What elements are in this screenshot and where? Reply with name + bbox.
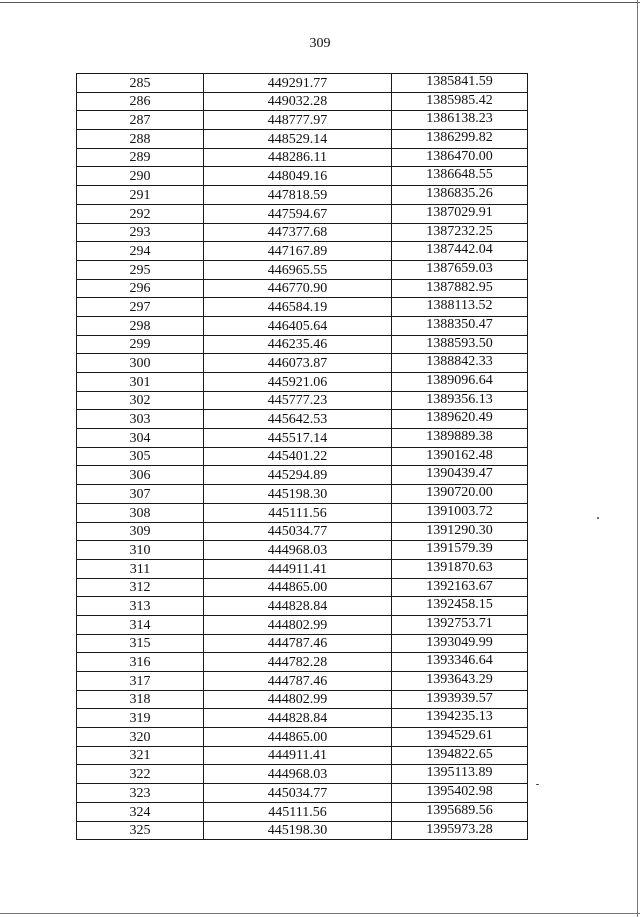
x-coordinate-cell: 444787.46: [204, 672, 392, 691]
point-number-cell: 303: [77, 410, 204, 429]
y-coordinate-cell: 1390720.00: [392, 485, 528, 504]
point-number-cell: 308: [77, 503, 204, 522]
x-coordinate-cell: 444865.00: [204, 728, 392, 747]
point-number-cell: 311: [77, 559, 204, 578]
x-coordinate-cell: 449291.77: [204, 74, 392, 93]
table-row: [77, 821, 528, 840]
table-row: [77, 260, 528, 279]
y-coordinate-cell: 1388842.33: [392, 354, 528, 373]
table-row: [77, 597, 528, 616]
table-row: [77, 765, 528, 784]
point-number-cell: 316: [77, 653, 204, 672]
y-coordinate-cell: 1386835.26: [392, 186, 528, 205]
y-coordinate-cell: 1395689.56: [392, 802, 528, 821]
y-coordinate-cell: 1385841.59: [392, 74, 528, 93]
x-coordinate-cell: 444865.00: [204, 578, 392, 597]
x-coordinate-cell: 447167.89: [204, 242, 392, 261]
x-coordinate-cell: 446584.19: [204, 298, 392, 317]
table-row: [77, 653, 528, 672]
table-row: [77, 503, 528, 522]
point-number-cell: 301: [77, 373, 204, 392]
point-number-cell: 299: [77, 335, 204, 354]
table-row: [77, 672, 528, 691]
point-number-cell: 324: [77, 802, 204, 821]
point-number-cell: 317: [77, 672, 204, 691]
point-number-cell: 296: [77, 279, 204, 298]
table-row: [77, 447, 528, 466]
table-row: [77, 223, 528, 242]
x-coordinate-cell: 444968.03: [204, 541, 392, 560]
point-number-cell: 306: [77, 466, 204, 485]
x-coordinate-cell: 444802.99: [204, 615, 392, 634]
x-coordinate-cell: 448049.16: [204, 167, 392, 186]
point-number-cell: 292: [77, 204, 204, 223]
table-row: [77, 354, 528, 373]
y-coordinate-cell: 1387442.04: [392, 242, 528, 261]
x-coordinate-cell: 444828.84: [204, 597, 392, 616]
table-row: [77, 541, 528, 560]
y-coordinate-cell: 1391003.72: [392, 503, 528, 522]
y-coordinate-cell: 1388350.47: [392, 316, 528, 335]
y-coordinate-cell: 1390439.47: [392, 466, 528, 485]
point-number-cell: 309: [77, 522, 204, 541]
y-coordinate-cell: 1394529.61: [392, 728, 528, 747]
table-row: [77, 410, 528, 429]
point-number-cell: 312: [77, 578, 204, 597]
table-row: [77, 728, 528, 747]
point-number-cell: 319: [77, 709, 204, 728]
point-number-cell: 322: [77, 765, 204, 784]
x-coordinate-cell: 445642.53: [204, 410, 392, 429]
point-number-cell: 314: [77, 615, 204, 634]
y-coordinate-cell: 1387659.03: [392, 260, 528, 279]
y-coordinate-cell: 1389889.38: [392, 429, 528, 448]
table-row: [77, 559, 528, 578]
table-row: [77, 148, 528, 167]
table-row: [77, 335, 528, 354]
y-coordinate-cell: 1386648.55: [392, 167, 528, 186]
x-coordinate-cell: 444782.28: [204, 653, 392, 672]
table-row: [77, 298, 528, 317]
page-number: 309: [309, 36, 331, 51]
y-coordinate-cell: 1385985.42: [392, 92, 528, 111]
point-number-cell: 310: [77, 541, 204, 560]
point-number-cell: 293: [77, 223, 204, 242]
table-row: [77, 429, 528, 448]
y-coordinate-cell: 1392458.15: [392, 597, 528, 616]
table-row: [77, 373, 528, 392]
x-coordinate-cell: 445111.56: [204, 802, 392, 821]
x-coordinate-cell: 446770.90: [204, 279, 392, 298]
y-coordinate-cell: 1392753.71: [392, 615, 528, 634]
point-number-cell: 286: [77, 92, 204, 111]
y-coordinate-cell: 1387882.95: [392, 279, 528, 298]
x-coordinate-cell: 444968.03: [204, 765, 392, 784]
table-row: [77, 709, 528, 728]
x-coordinate-cell: 445198.30: [204, 485, 392, 504]
y-coordinate-cell: 1393049.99: [392, 634, 528, 653]
table-row: [77, 802, 528, 821]
y-coordinate-cell: 1391579.39: [392, 541, 528, 560]
x-coordinate-cell: 445294.89: [204, 466, 392, 485]
point-number-cell: 321: [77, 746, 204, 765]
table-row: [77, 279, 528, 298]
x-coordinate-cell: 444911.41: [204, 559, 392, 578]
table-row: [77, 92, 528, 111]
y-coordinate-cell: 1388113.52: [392, 298, 528, 317]
x-coordinate-cell: 448286.11: [204, 148, 392, 167]
y-coordinate-cell: 1386138.23: [392, 111, 528, 130]
table-row: [77, 111, 528, 130]
point-number-cell: 315: [77, 634, 204, 653]
point-number-cell: 302: [77, 391, 204, 410]
x-coordinate-cell: 445034.77: [204, 522, 392, 541]
table-row: [77, 746, 528, 765]
table-row: [77, 391, 528, 410]
x-coordinate-cell: 446965.55: [204, 260, 392, 279]
x-coordinate-cell: 444828.84: [204, 709, 392, 728]
table-row: [77, 74, 528, 93]
y-coordinate-cell: 1395402.98: [392, 784, 528, 803]
y-coordinate-cell: 1391290.30: [392, 522, 528, 541]
point-number-cell: 291: [77, 186, 204, 205]
point-number-cell: 297: [77, 298, 204, 317]
scan-speck: [597, 517, 599, 519]
x-coordinate-cell: 445401.22: [204, 447, 392, 466]
table-row: [77, 634, 528, 653]
page-edge-top: [0, 2, 640, 3]
y-coordinate-cell: 1393346.64: [392, 653, 528, 672]
point-number-cell: 304: [77, 429, 204, 448]
x-coordinate-cell: 448529.14: [204, 130, 392, 149]
x-coordinate-cell: 444802.99: [204, 690, 392, 709]
point-number-cell: 290: [77, 167, 204, 186]
x-coordinate-cell: 444911.41: [204, 746, 392, 765]
table-row: [77, 167, 528, 186]
y-coordinate-cell: 1386470.00: [392, 148, 528, 167]
x-coordinate-cell: 445517.14: [204, 429, 392, 448]
y-coordinate-cell: 1388593.50: [392, 335, 528, 354]
y-coordinate-cell: 1394235.13: [392, 709, 528, 728]
page-edge-bottom: [0, 913, 640, 914]
table-row: [77, 578, 528, 597]
y-coordinate-cell: 1387232.25: [392, 223, 528, 242]
y-coordinate-cell: 1389096.64: [392, 373, 528, 392]
table-row: [77, 615, 528, 634]
x-coordinate-cell: 445198.30: [204, 821, 392, 840]
x-coordinate-cell: 447377.68: [204, 223, 392, 242]
table-row: [77, 242, 528, 261]
point-number-cell: 320: [77, 728, 204, 747]
point-number-cell: 287: [77, 111, 204, 130]
point-number-cell: 307: [77, 485, 204, 504]
y-coordinate-cell: 1393643.29: [392, 672, 528, 691]
page-edge-right: [637, 0, 638, 917]
table-row: [77, 316, 528, 335]
y-coordinate-cell: 1389356.13: [392, 391, 528, 410]
point-number-cell: 289: [77, 148, 204, 167]
scan-speck: [536, 784, 539, 785]
table-row: [77, 204, 528, 223]
x-coordinate-cell: 449032.28: [204, 92, 392, 111]
coordinates-table-body: [77, 74, 528, 840]
x-coordinate-cell: 447818.59: [204, 186, 392, 205]
point-number-cell: 298: [77, 316, 204, 335]
y-coordinate-cell: 1387029.91: [392, 204, 528, 223]
x-coordinate-cell: 445777.23: [204, 391, 392, 410]
x-coordinate-cell: 446073.87: [204, 354, 392, 373]
table-row: [77, 485, 528, 504]
table-row: [77, 186, 528, 205]
x-coordinate-cell: 445034.77: [204, 784, 392, 803]
point-number-cell: 294: [77, 242, 204, 261]
table-row: [77, 784, 528, 803]
table-row: [77, 522, 528, 541]
point-number-cell: 323: [77, 784, 204, 803]
table-row: [77, 130, 528, 149]
y-coordinate-cell: 1392163.67: [392, 578, 528, 597]
x-coordinate-cell: 444787.46: [204, 634, 392, 653]
x-coordinate-cell: 445111.56: [204, 503, 392, 522]
point-number-cell: 318: [77, 690, 204, 709]
point-number-cell: 300: [77, 354, 204, 373]
x-coordinate-cell: 448777.97: [204, 111, 392, 130]
y-coordinate-cell: 1391870.63: [392, 559, 528, 578]
x-coordinate-cell: 446235.46: [204, 335, 392, 354]
y-coordinate-cell: 1393939.57: [392, 690, 528, 709]
y-coordinate-cell: 1395973.28: [392, 821, 528, 840]
point-number-cell: 295: [77, 260, 204, 279]
point-number-cell: 305: [77, 447, 204, 466]
point-number-cell: 288: [77, 130, 204, 149]
y-coordinate-cell: 1386299.82: [392, 130, 528, 149]
table-row: [77, 466, 528, 485]
y-coordinate-cell: 1395113.89: [392, 765, 528, 784]
point-number-cell: 285: [77, 74, 204, 93]
y-coordinate-cell: 1394822.65: [392, 746, 528, 765]
point-number-cell: 313: [77, 597, 204, 616]
coordinates-table: [76, 73, 528, 840]
y-coordinate-cell: 1389620.49: [392, 410, 528, 429]
x-coordinate-cell: 445921.06: [204, 373, 392, 392]
x-coordinate-cell: 446405.64: [204, 316, 392, 335]
x-coordinate-cell: 447594.67: [204, 204, 392, 223]
y-coordinate-cell: 1390162.48: [392, 447, 528, 466]
point-number-cell: 325: [77, 821, 204, 840]
table-row: [77, 690, 528, 709]
